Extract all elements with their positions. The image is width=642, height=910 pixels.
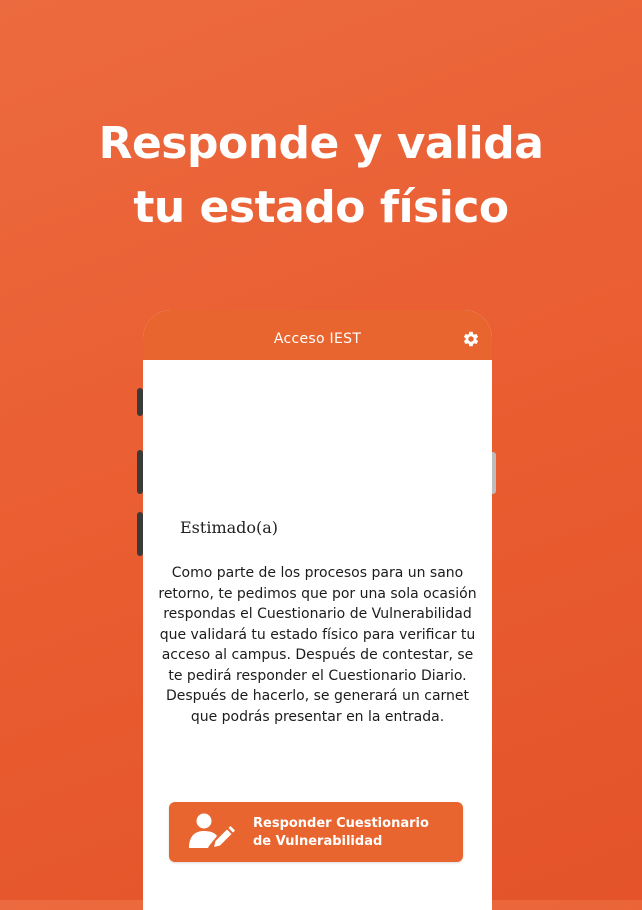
answer-vulnerability-questionnaire-button[interactable] xyxy=(169,802,463,862)
promo-headline xyxy=(0,112,642,240)
greeting-text: Estimado(a) xyxy=(180,518,279,537)
headline-line-2: tu estado físico xyxy=(133,182,509,233)
cta-label-line-2: de Vulnerabilidad xyxy=(253,834,383,849)
gear-icon[interactable] xyxy=(462,330,480,348)
headline-line-1: Responde y valida xyxy=(98,118,544,169)
phone-screen xyxy=(143,310,492,910)
user-edit-icon xyxy=(187,812,237,852)
cta-label-line-1: Responder Cuestionario xyxy=(253,816,429,831)
app-title: Acceso IEST xyxy=(273,331,362,347)
app-bar xyxy=(143,310,492,360)
instructions-text: Como parte de los procesos para un sano retorno, te pedimos que por una sola ocasión respondas el Cuestionario de Vulnerabilidad que validará tu estado físico para verificar tu acceso al campus. Después de contestar, se te pedirá responder el Cuestionario Diario. Después de hacerlo, se generará un carnet que podrás presentar en la entrada. xyxy=(158,565,477,725)
cta-label xyxy=(253,815,458,851)
